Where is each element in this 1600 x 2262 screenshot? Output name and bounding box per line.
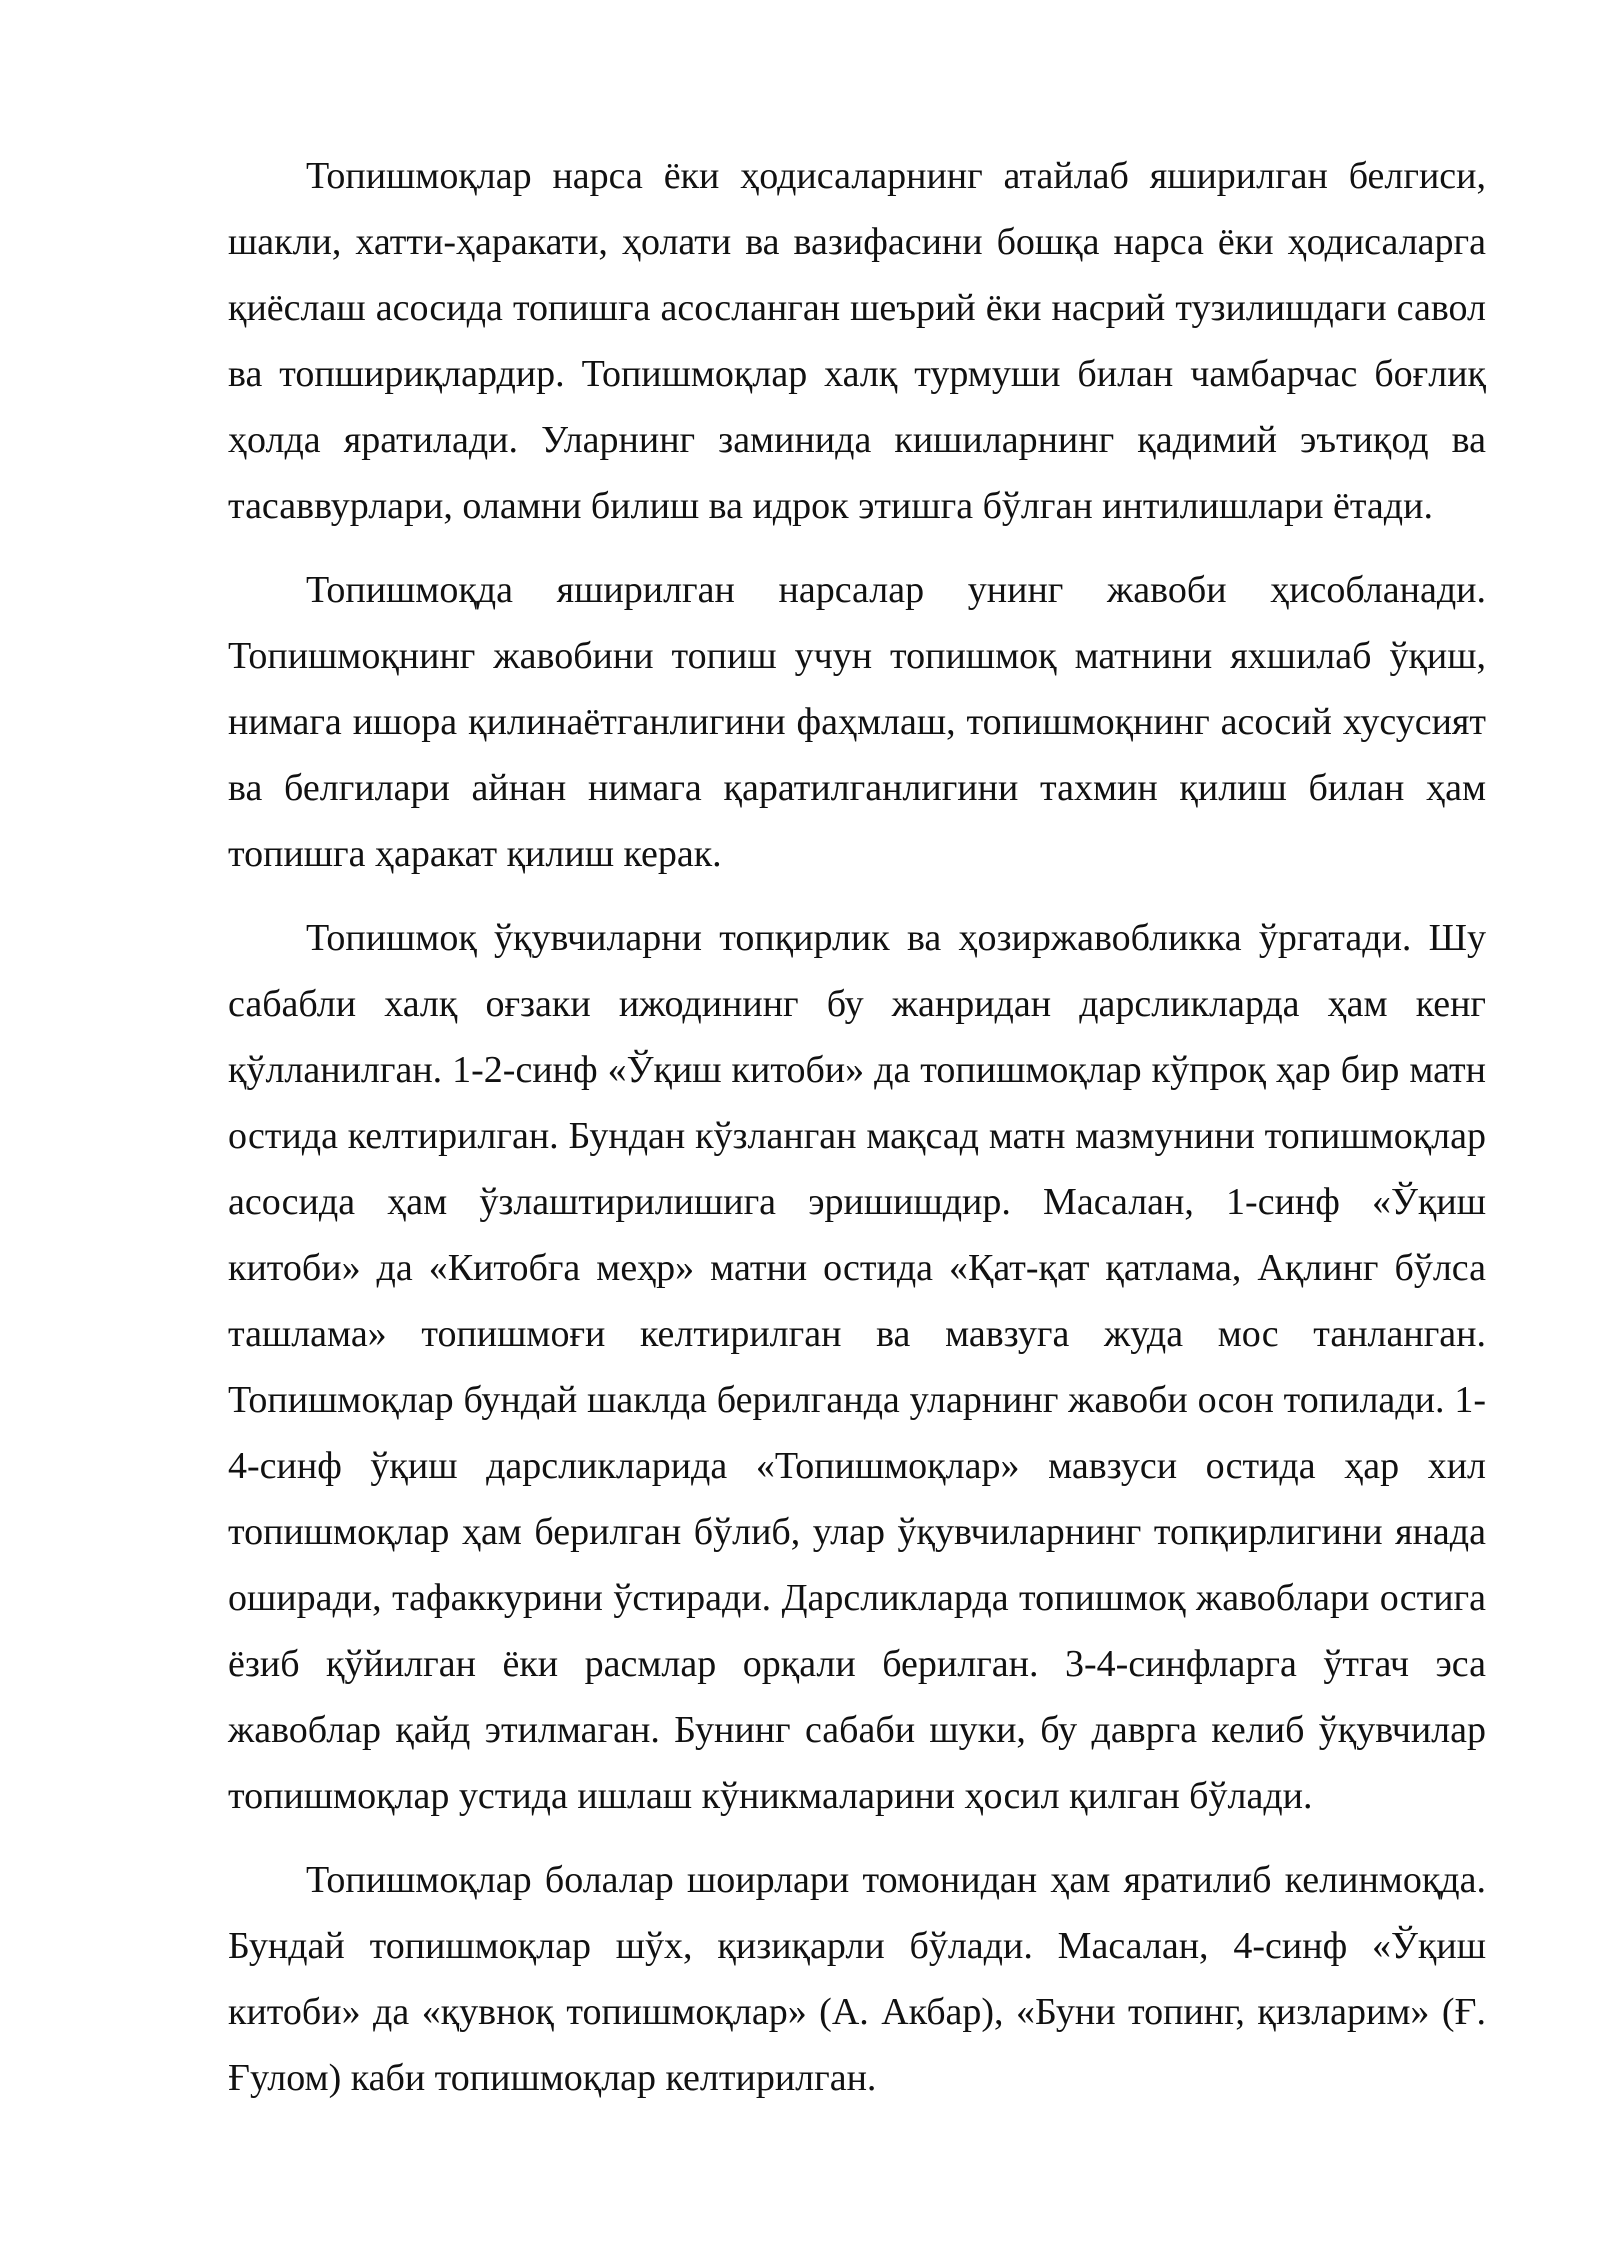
paragraph-1: Топишмоқлар нарса ёки ҳодисаларнинг атайлаб яширилган белгиси, шакли, хатти-ҳаракати, ҳолати ва вазифасини бошқа нарса ёки ҳодисаларга қиёслаш асосида топишга асосланган шеърий ёки насрий тузилишдаги савол ва топшириқлардир. Топишмоқлар халқ турмуши билан чамбарчас боғлиқ ҳолда яратилади. Уларнинг заминида кишиларнинг қадимий эътиқод ва тасаввурлари, оламни билиш ва идрок этишга бўлган интилишлари ётади.	[228, 155, 1486, 527]
paragraph-2: Топишмоқда яширилган нарсалар унинг жавоби ҳисобланади. Топишмоқнинг жавобини топиш учун топишмоқ матнини яхшилаб ўқиш, нимага ишора қилинаётганлигини фаҳмлаш, топишмоқнинг асосий хусусият ва белгилари айнан нимага қаратилганлигини тахмин қилиш билан ҳам топишга ҳаракат қилиш керак.	[228, 569, 1486, 875]
paragraph-4: Топишмоқлар болалар шоирлари томонидан ҳам яратилиб келинмоқда. Бундай топишмоқлар шўх, қизиқарли бўлади. Масалан, 4-синф «Ўқиш китоби» да «қувноқ топишмоқлар» (А. Акбар), «Буни топинг, қизларим» (Ғ. Ғулом) каби топишмоқлар келтирилган.	[228, 1859, 1486, 2099]
document-body	[228, 143, 1486, 2129]
paragraph-3: Топишмоқ ўқувчиларни топқирлик ва ҳозиржавобликка ўргатади. Шу сабабли халқ оғзаки ижодининг бу жанридан дарсликларда ҳам кенг қўлланилган. 1-2-синф «Ўқиш китоби» да топишмоқлар кўпроқ ҳар бир матн остида келтирилган. Бундан кўзланган мақсад матн мазмунини топишмоқлар асосида ҳам ўзлаштирилишига эришишдир. Масалан, 1-синф «Ўқиш китоби» да «Китобга меҳр» матни остида «Қат-қат қатлама, Ақлинг бўлса ташлама» топишмоғи келтирилган ва мавзуга жуда мос танланган. Топишмоқлар бундай шаклда берилганда уларнинг жавоби осон топилади. 1-4-синф ўқиш дарсликларида «Топишмоқлар» мавзуси остида ҳар хил топишмоқлар ҳам берилган бўлиб, улар ўқувчиларнинг топқирлигини янада оширади, тафаккурини ўстиради. Дарсликларда топишмоқ жавоблари остига ёзиб қўйилган ёки расмлар орқали берилган. 3-4-синфларга ўтгач эса жавоблар қайд этилмаган. Бунинг сабаби шуки, бу даврга келиб ўқувчилар топишмоқлар устида ишлаш кўникмаларини ҳосил қилган бўлади.	[228, 917, 1486, 1817]
